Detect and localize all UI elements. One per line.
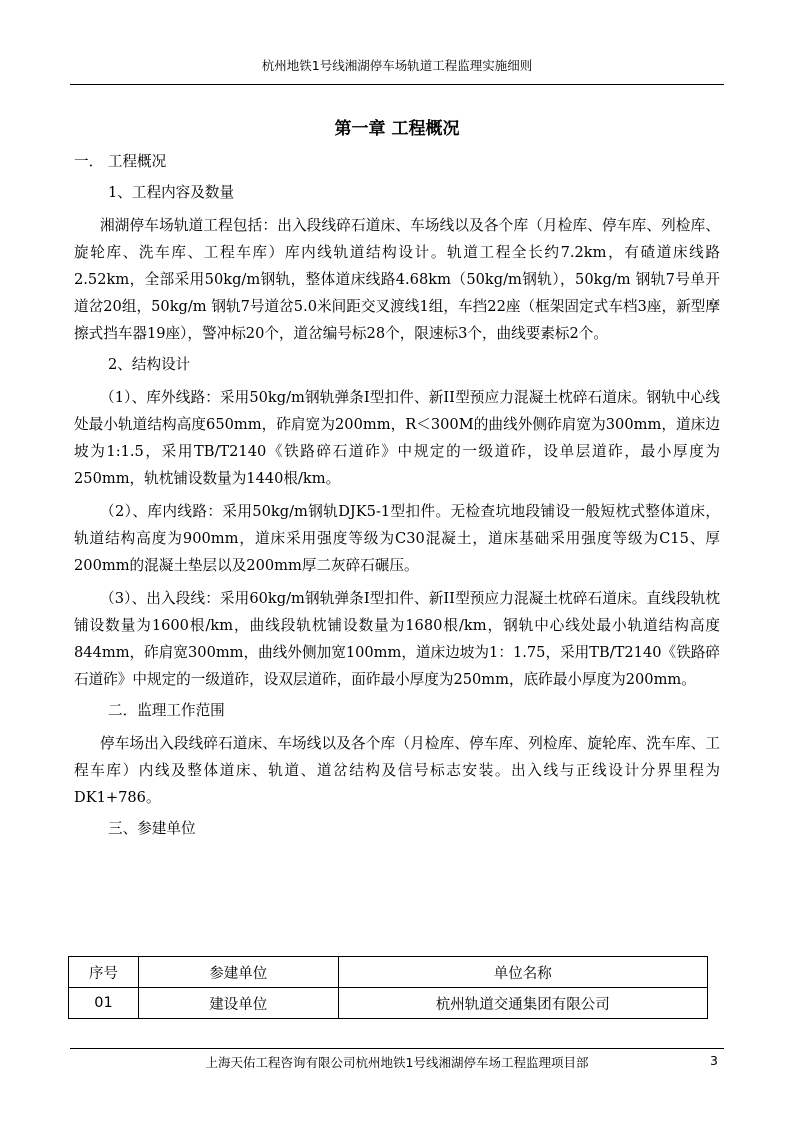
section-heading-3: 三、参建单位 (108, 820, 196, 837)
table-cell: 01 (69, 988, 139, 1019)
table-header-cell: 单位名称 (338, 957, 707, 988)
paragraph-outside-line: （1）、库外线路：采用50kg/m钢轨弹条I型扣件、新II型预应力混凝土枕碎石道床。钢轨中心线处最小轨道结构高度650mm，砟肩宽为200mm，R＜300M的曲线外侧砟肩宽为300mm，道床边坡为1:1.5，采用TB/T2140《铁路碎石道砟》中规定的一级道砟，设单层道砟，最小厚度为250mm，轨枕铺设数量为1440根/km。 (74, 389, 720, 487)
subsection-heading-1-2: 2、结构设计 (108, 356, 191, 373)
table-header-row (69, 957, 708, 988)
paragraph-access-line: （3）、出入段线：采用60kg/m钢轨弹条I型扣件、新II型预应力混凝土枕碎石道床。直线段轨枕铺设数量为1600根/km，曲线段轨枕铺设数量为1680根/km，钢轨中心线处最小轨道结构高度844mm，砟肩宽300mm，曲线外侧加宽100mm，道床边坡为1：1.75，采用TB/T2140《铁路碎石道砟》中规定的一级道砟，设双层道砟，面砟最小厚度为250mm，底砟最小厚度为200mm。 (74, 590, 720, 688)
table-row (69, 988, 708, 1019)
document-body (74, 148, 720, 842)
section-heading-2: 二．监理工作范围 (108, 702, 225, 719)
footer-text: 上海天佑工程咨询有限公司杭州地铁1号线湘湖停车场工程监理项目部 (205, 1055, 589, 1070)
page-footer (70, 1048, 724, 1071)
subsection-heading-1-1: 1、工程内容及数量 (108, 184, 235, 201)
paragraph-inside-line: （2）、库内线路：采用50kg/m钢轨DJK5-1型扣件。无检查坑地段铺设一般短枕式整体道床，轨道结构高度为900mm，道床采用强度等级为C30混凝土，道床基础采用强度等级为C15、厚200mm的混凝土垫层以及200mm厚二灰碎石碾压。 (74, 503, 720, 574)
header-title: 杭州地铁1号线湘湖停车场轨道工程监理实施细则 (261, 58, 533, 73)
table-cell: 建设单位 (138, 988, 338, 1019)
page-header (70, 56, 724, 85)
table-header-cell: 参建单位 (138, 957, 338, 988)
chapter-title: 第一章 工程概况 (334, 119, 460, 139)
table-cell: 杭州轨道交通集团有限公司 (338, 988, 707, 1019)
participants-table (68, 956, 708, 1019)
paragraph-scope: 停车场出入段线碎石道床、车场线以及各个库（月检库、停车库、列检库、旋轮库、洗车库、工程车库）内线及整体道床、轨道、道岔结构及信号标志安装。出入线与正线设计分界里程为DK1+786。 (74, 735, 720, 806)
page-number: 3 (710, 1053, 718, 1068)
paragraph-project-content: 湘湖停车场轨道工程包括：出入段线碎石道床、车场线以及各个库（月检库、停车库、列检库、旋轮库、洗车库、工程车库）库内线轨道结构设计。轨道工程全长约7.2km，有碴道床线路2.52km，全部采用50kg/m钢轨，整体道床线路4.68km（50kg/m钢轨），50kg/m 钢轨7号单开道岔20组，50kg/m 钢轨7号道岔5.0米间距交叉渡线1组，车挡22座（框架固定式车档3座，新型摩擦式挡车器19座），警冲标20个，道岔编号标28个，限速标3个，曲线要素标2个。 (74, 217, 720, 342)
section-heading-1: 一． 工程概况 (74, 153, 167, 170)
table-header-cell: 序号 (69, 957, 139, 988)
